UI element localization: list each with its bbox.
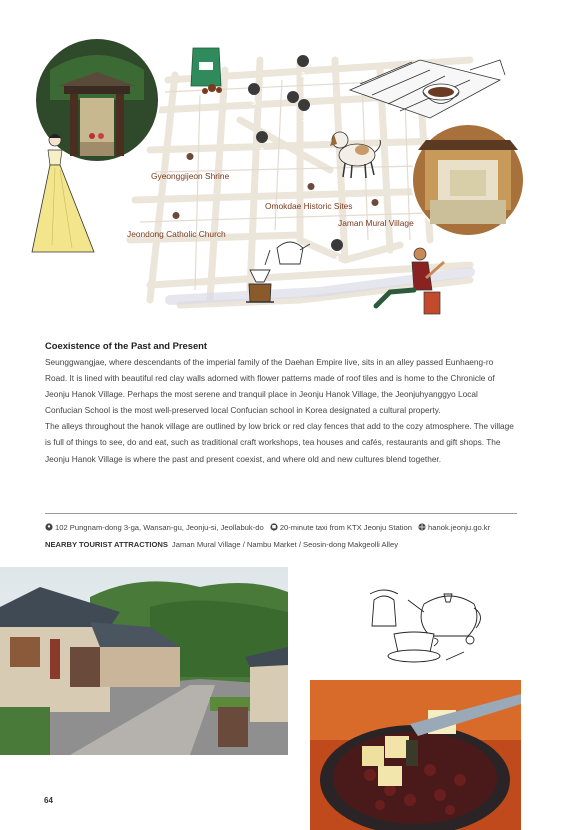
place-label-omokdae[interactable]: Omokdae Historic Sites [265, 201, 353, 211]
hanok-courtyard-photo [412, 124, 524, 236]
marker-label: 3 [260, 148, 264, 155]
transport-text: 20-minute taxi from KTX Jeonju Station [279, 523, 412, 532]
place-label-jaman[interactable]: Jaman Mural Village [338, 218, 414, 228]
article-paragraph: Seunggwangjae, where descendants of the imperial family of the Daehan Empire live, sits in an alley passed Eunhaeng-ro Road. It is lined with beautiful red clay walls adorned with flower patterns made of roof tiles and is home to the Chronicle of Jeonju Hanok Village. Perhaps the most serene and tranquil place in Jeonju Hanok Village, the Jeonjuhyanggyo Local Confucian School is the most well-preserved local Confucian school in Korea designated a cultural property. [45, 357, 495, 416]
illustrated-map [0, 0, 587, 330]
marker-label: 6 [291, 108, 295, 115]
place-label-gyeonggijeon[interactable]: Gyeonggijeon Shrine [151, 171, 230, 181]
teapot-sketch [360, 578, 490, 668]
location-pin-icon [45, 523, 53, 531]
hanok-street-photo [0, 567, 288, 755]
website-link[interactable]: hanok.jeonju.go.kr [428, 523, 491, 532]
nearby-list: Jaman Mural Village / Nambu Market / Seosin-dong Makgeolli Alley [171, 540, 399, 549]
place-pin-icon [173, 212, 180, 227]
place-pin-icon [372, 199, 379, 214]
dessert-scene [310, 680, 521, 830]
map-drawing [0, 0, 587, 330]
street-scene [0, 567, 288, 755]
marker-label: 1 [302, 116, 306, 123]
nearby-heading: NEARBY TOURIST ATTRACTIONS [45, 540, 168, 549]
coffee-bag-illustration [191, 48, 222, 94]
train-icon [270, 523, 278, 531]
place-pin-icon [187, 153, 194, 168]
marker-label: 2 [301, 72, 305, 79]
marker-label: 5 [252, 100, 256, 107]
marker-label: 4 [335, 256, 339, 263]
globe-icon [418, 523, 426, 531]
article-title: Coexistence of the Past and Present [45, 340, 208, 351]
nearby-line [45, 536, 525, 553]
article-paragraph: The alleys throughout the hanok village are outlined by low brick or red clay fences that add to the cozy atmosphere. The village is full of things to see, do and eat, such as traditional craft workshops, tea houses and cafés, restaurants and gift shops. The Jeonju Hanok Village is where the past and present coexist, and where old and new cultures blend together. [45, 421, 514, 464]
place-label-jeondong[interactable]: Jeondong Catholic Church [127, 229, 226, 239]
teapot-drawing [360, 578, 490, 668]
patbingsu-dessert-photo [310, 680, 521, 830]
address-text: 102 Pungnam-dong 3-ga, Wansan-gu, Jeonju-si, Jeollabuk-do [55, 523, 264, 532]
info-line [45, 519, 525, 536]
divider [45, 513, 517, 514]
page-number: 64 [44, 796, 53, 805]
article [45, 340, 515, 467]
info-block [45, 519, 525, 553]
